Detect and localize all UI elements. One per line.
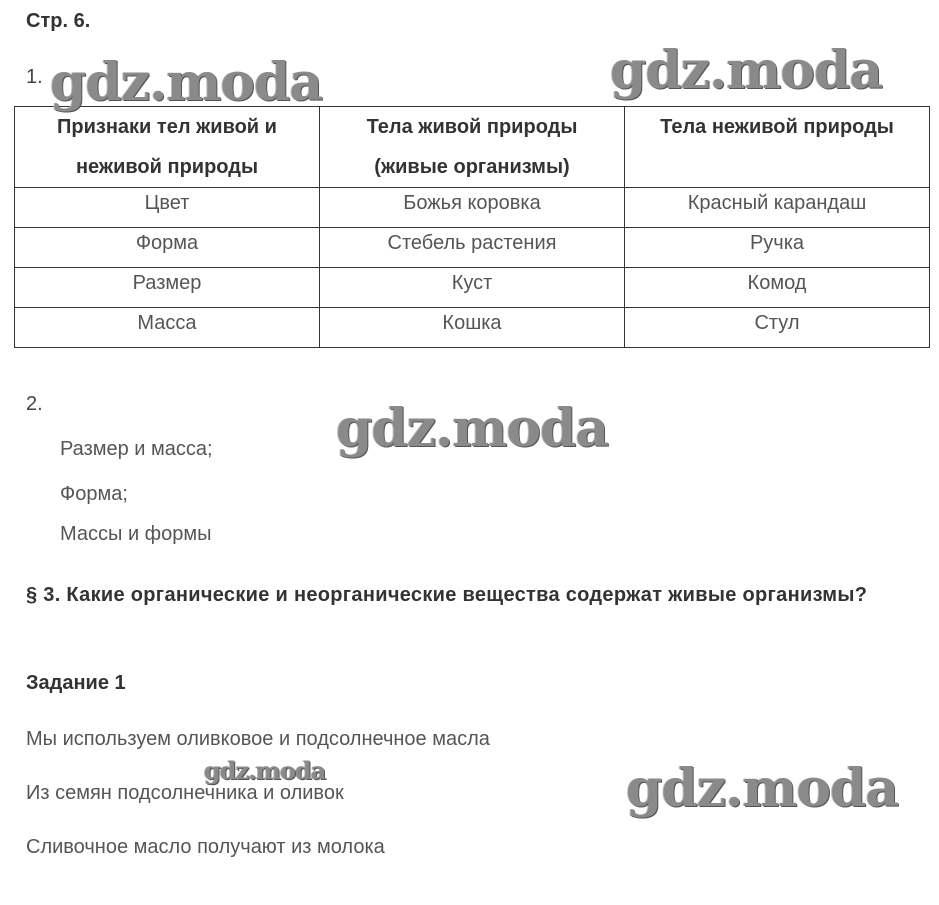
bodies-classification-table <box>14 106 930 348</box>
table-header-cell: Тела неживой природы <box>625 107 930 188</box>
table-cell: Божья коровка <box>320 188 625 228</box>
page-title: Стр. 6. <box>26 10 91 32</box>
table-cell: Цвет <box>15 188 320 228</box>
task-2-answer: Размер и масса; <box>60 438 213 460</box>
watermark-logo: gdz.moda <box>336 398 609 459</box>
table-cell: Форма <box>15 228 320 268</box>
table-cell: Кошка <box>320 308 625 348</box>
table-cell: Масса <box>15 308 320 348</box>
table-row <box>15 268 930 308</box>
table-cell: Куст <box>320 268 625 308</box>
table-cell: Комод <box>625 268 930 308</box>
task-2-number: 2. <box>26 393 43 415</box>
task-2-answer: Форма; <box>60 483 128 505</box>
table-row <box>15 228 930 268</box>
answer-line: Из семян подсолнечника и оливок <box>26 782 344 804</box>
table-cell: Стул <box>625 308 930 348</box>
answer-line: Мы используем оливковое и подсолнечное масла <box>26 728 490 750</box>
task-1-number: 1. <box>26 66 43 88</box>
watermark-logo: gdz.moda <box>610 40 883 101</box>
answer-line: Сливочное масло получают из молока <box>26 836 385 858</box>
table-header-cell: Тела живой природы (живые организмы) <box>320 107 625 188</box>
table-cell: Ручка <box>625 228 930 268</box>
table-header-row <box>15 107 930 188</box>
table-row <box>15 188 930 228</box>
table-cell: Размер <box>15 268 320 308</box>
watermark-logo: gdz.moda <box>626 758 899 819</box>
table-row <box>15 308 930 348</box>
watermark-logo: gdz.moda <box>204 756 326 785</box>
table-cell: Стебель растения <box>320 228 625 268</box>
table-cell: Красный карандаш <box>625 188 930 228</box>
task-title: Задание 1 <box>26 672 126 694</box>
task-2-answer: Массы и формы <box>60 523 212 545</box>
section-heading: § 3. Какие органические и неорганические вещества содержат живые организмы? <box>26 584 868 606</box>
watermark-logo: gdz.moda <box>50 52 323 113</box>
table-header-cell: Признаки тел живой и неживой природы <box>15 107 320 188</box>
